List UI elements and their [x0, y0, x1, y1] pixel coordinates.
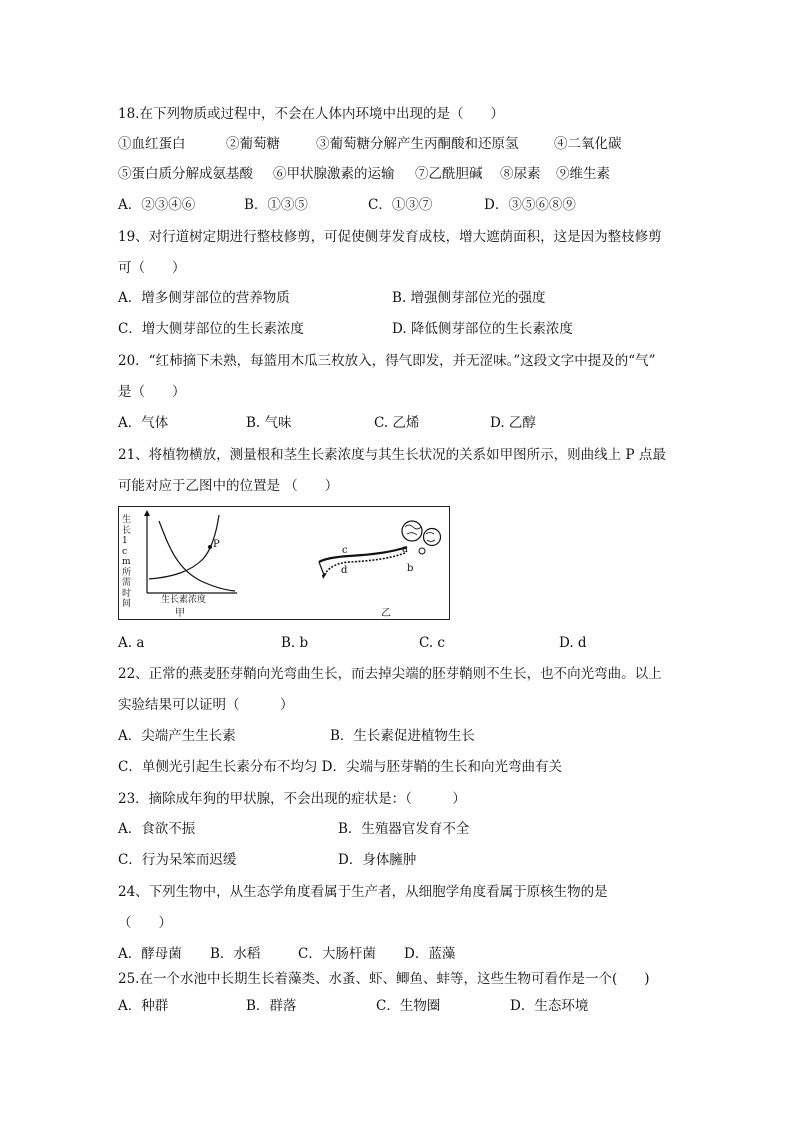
q20-option-d: D. 乙醇	[490, 415, 536, 431]
q23-option-b: B．生殖器官发育不全	[338, 821, 470, 837]
plant-node	[419, 548, 425, 554]
q23-option-c: C．行为呆笨而迟缓	[118, 852, 237, 868]
q25-stem: 25.在一个水池中长期生长着藻类、水蚤、虾、鲫鱼、蚌等，这些生物可看作是一个( )	[118, 971, 650, 987]
q22-stem-line2: 实验结果可以证明（ ）	[118, 697, 294, 713]
q23-option-d: D．身体臃肿	[338, 852, 417, 868]
q20-option-c: C. 乙烯	[374, 415, 420, 431]
y-axis-arrow	[144, 510, 150, 516]
plant-tip	[319, 562, 324, 575]
q24-option-d: D．蓝藻	[404, 946, 456, 962]
q25-option-d: D．生态环境	[510, 998, 589, 1014]
position-label-c: c	[342, 545, 348, 556]
q21-option-c: C. c	[419, 635, 445, 651]
q25-option-c: C．生物圈	[376, 998, 441, 1014]
panel-label-yi: 乙	[381, 608, 391, 619]
q19-option-d: D. 降低侧芽部位的生长素浓度	[392, 321, 573, 337]
q24-option-c: C．大肠杆菌	[298, 946, 376, 962]
root-curve	[159, 521, 235, 591]
q20-option-a: A．气体	[118, 415, 169, 431]
q18-option-d: D．③⑤⑥⑧⑨	[484, 197, 576, 213]
q22-option-cd: C．单侧光引起生长素分布不均匀 D．尖端与胚芽鞘的生长和向光弯曲有关	[118, 759, 562, 775]
q21-option-a: A. a	[118, 635, 145, 651]
plant-stem	[319, 547, 407, 562]
q25-option-b: B．群落	[246, 998, 297, 1014]
q18-item-8: ⑧尿素	[500, 166, 541, 182]
panel-label-jia: 甲	[175, 608, 185, 619]
q18-item-5: ⑤蛋白质分解成氨基酸	[118, 166, 253, 182]
q24-option-a: A．酵母菌	[118, 946, 182, 962]
q21-stem-line1: 21、将植物横放，测量根和茎生长素浓度与其生长状况的关系如甲图所示，则曲线上 P 点最	[118, 447, 666, 463]
q18-option-b: B．①③⑤	[244, 197, 308, 213]
point-p-marker	[208, 545, 212, 549]
q24-stem-line2: （ ）	[118, 915, 172, 931]
q18-stem: 18.在下列物质或过程中，不会在人体内环境中出现的是（ ）	[118, 106, 504, 122]
q22-stem-line1: 22、正常的燕麦胚芽鞘向光弯曲生长，而去掉尖端的胚芽鞘则不生长，也不向光弯曲。以上	[118, 666, 662, 682]
q20-stem-line2: 是（ ）	[118, 384, 186, 400]
q22-option-a: A．尖端产生生长素	[118, 728, 236, 744]
q20-stem-line1: 20．“红柿摘下未熟，每篮用木瓜三枚放入，得气即发，并无涩味。”这段文字中提及的“气”	[118, 353, 656, 369]
q23-stem: 23．摘除成年狗的甲状腺，不会出现的症状是：（ ）	[118, 791, 466, 807]
q18-item-3: ③葡萄糖分解产生丙酮酸和还原氢	[316, 136, 519, 152]
q19-option-b: B. 增强侧芽部位光的强度	[392, 290, 546, 306]
q18-option-c: C．①③⑦	[368, 197, 433, 213]
q18-item-1: ①血红蛋白	[118, 136, 186, 152]
plant-root-ball-right	[424, 529, 441, 546]
q19-option-c: C．增大侧芽部位的生长素浓度	[118, 321, 304, 337]
q25-option-a: A．种群	[118, 998, 169, 1014]
q19-stem-line2: 可（ ）	[118, 260, 186, 276]
q18-item-9: ⑨维生素	[556, 166, 610, 182]
q18-item-6: ⑥甲状腺激素的运输	[273, 166, 395, 182]
plant-root-ball-left	[402, 521, 422, 541]
q24-stem-line1: 24、下列生物中，从生态学角度看属于生产者，从细胞学角度看属于原核生物的是	[118, 884, 608, 900]
q23-option-a: A．食欲不振	[118, 821, 196, 837]
q24-option-b: B．水稻	[210, 946, 261, 962]
q21-option-d: D. d	[559, 635, 587, 651]
q22-option-b: B．生长素促进植物生长	[330, 728, 475, 744]
q18-option-a: A．②③④⑥	[118, 197, 196, 213]
y-axis-label: 生长1cm所需时间	[122, 515, 132, 609]
q18-item-2: ②葡萄糖	[226, 136, 280, 152]
q18-item-4: ④二氧化碳	[554, 136, 622, 152]
x-axis-label: 生长素浓度	[161, 595, 207, 605]
position-label-a: a	[402, 544, 408, 555]
point-p-label: P	[213, 539, 220, 550]
q19-stem-line1: 19、对行道树定期进行整枝修剪，可促使侧芽发育成枝，增大遮荫面积，这是因为整枝修剪	[118, 229, 662, 245]
position-label-d: d	[341, 565, 348, 576]
q20-option-b: B. 气味	[246, 415, 292, 431]
q21-figure	[118, 506, 450, 620]
q18-item-7: ⑦乙酰胆碱	[415, 166, 483, 182]
position-label-b: b	[407, 563, 414, 574]
q21-stem-line2: 可能对应于乙图中的位置是 （ ）	[118, 478, 339, 494]
q21-option-b: B. b	[281, 635, 309, 651]
q19-option-a: A．增多侧芽部位的营养物质	[118, 290, 290, 306]
